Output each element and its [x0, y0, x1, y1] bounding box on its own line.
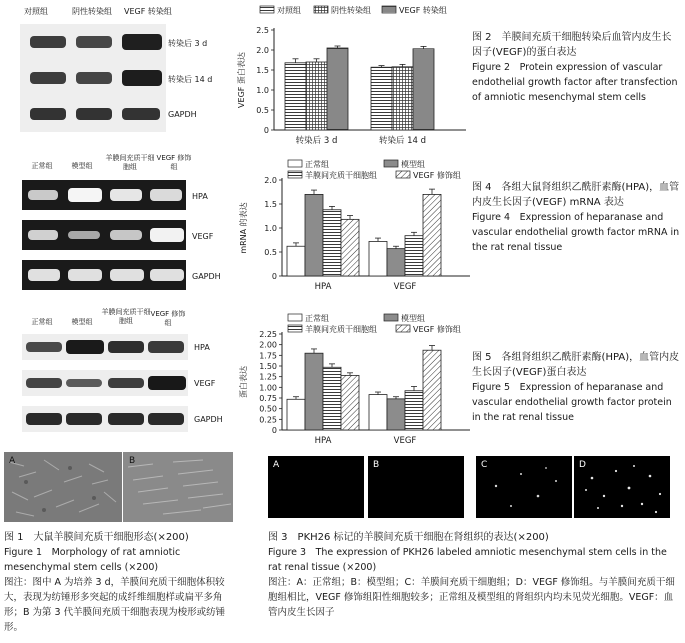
gel-band: [28, 230, 58, 240]
legend-swatch: [396, 325, 410, 332]
fluorescence-dots: [476, 456, 572, 518]
y-tick-label: 0: [271, 426, 277, 435]
x-tick-label: 转染后 14 d: [378, 136, 427, 146]
x-tick-label: 转染后 3 d: [295, 136, 338, 146]
fig1-note: 图注：图中 A 为培养 3 d，羊膜间充质干细胞体积较大，表现为纺锤形多突起的成纤维细胞样或扁平多角形；B 为第 3 代羊膜间充质干细胞表现为梭形或纺锤形。: [4, 577, 226, 633]
blot-strip-3d: [20, 24, 166, 60]
y-tick-label: 0.5: [256, 106, 269, 115]
bar: [323, 210, 341, 276]
x-tick-label: VEGF: [393, 282, 417, 292]
wb-strip-vegf: [22, 370, 188, 396]
y-axis-label: VEGF 蛋白表达: [237, 52, 246, 108]
bar: [305, 353, 323, 430]
y-axis-label: 蛋白表达: [239, 366, 248, 398]
y-tick-label: 0.50: [259, 404, 277, 414]
fig3-note: 图注：A：正常组；B：模型组；C：羊膜间充质干细胞组；D：VEGF 修饰组。与羊膜间充质干细胞组相比，VEGF 修饰组阳性细胞较多；正常组及模型组的肾组织内均未见荧光细胞。VEGF：血管内皮生长因子: [268, 577, 675, 618]
top-blot-row-3d: 转染后 3 d: [168, 39, 208, 48]
bar: [285, 63, 306, 130]
gel-strip-vegf: [22, 220, 186, 250]
fig5-row-gapdh: GAPDH: [194, 415, 223, 424]
gel-strip-hpa: [22, 180, 186, 210]
gel-band: [68, 188, 102, 202]
wb-band: [26, 413, 62, 425]
blot-band: [122, 34, 162, 50]
wb-band: [108, 413, 144, 425]
fig1-panel-b: [123, 452, 233, 522]
x-tick-label: HPA: [314, 282, 332, 292]
legend-label: 羊膜间充质干细胞组: [305, 171, 377, 180]
wb-band: [148, 376, 186, 390]
blot-band: [122, 70, 162, 86]
wb-band: [26, 342, 62, 352]
y-tick-label: 0.75: [259, 394, 277, 403]
fig4-header-normal: 正常组: [31, 162, 53, 170]
y-axis-label: mRNA 的表达: [239, 202, 248, 254]
gel-band: [68, 269, 102, 281]
y-tick-label: 1.0: [256, 86, 269, 95]
fluorescence-dots: [574, 456, 670, 518]
fig4-caption-cn: 图 4 各组大鼠肾组织乙酰肝素酶(HPA)，血管内皮生长因子(VEGF) mRNA 表达: [472, 182, 680, 208]
wb-band: [66, 379, 102, 387]
bar: [392, 67, 413, 130]
wb-band: [66, 340, 104, 354]
fig1-panel-a-label: A: [9, 456, 16, 466]
gel-band: [110, 269, 144, 281]
blot-band: [30, 108, 66, 120]
blot-strip-14d: [20, 60, 166, 96]
bar: [423, 194, 441, 276]
y-tick-label: 2.00: [259, 340, 277, 350]
y-tick-label: 2.0: [256, 46, 269, 55]
fig5-caption-cn: 图 5 各组肾组织乙酰肝素酶(HPA)，血管内皮生长因子(VEGF)蛋白表达: [472, 352, 680, 378]
chart-fig2: [230, 0, 470, 152]
gel-band: [68, 231, 100, 239]
fig3-caption: [268, 530, 678, 620]
legend-swatch: [314, 6, 328, 13]
bar: [327, 48, 348, 130]
fig3-caption-cn: 图 3 PKH26 标记的羊膜间充质干细胞在肾组织的表达(×200): [268, 532, 549, 543]
fig5-header-normal: 正常组: [31, 318, 53, 326]
y-tick-label: 0.25: [259, 415, 277, 425]
fig2-caption-en: Figure 2 Protein expression of vascular endothelial growth factor after transfection of amniotic mesenchymal stem cells: [472, 62, 678, 103]
gel-band: [110, 230, 142, 240]
bar: [413, 49, 434, 130]
blot-band: [76, 72, 112, 84]
bar: [341, 375, 359, 430]
y-tick-label: 2.25: [259, 330, 277, 339]
fig2-caption-cn: 图 2 羊膜间充质干细胞转染后血管内皮生长因子(VEGF)的蛋白表达: [472, 32, 672, 58]
bar: [387, 249, 405, 276]
wb-band: [108, 378, 144, 388]
legend-swatch: [384, 160, 398, 167]
y-tick-label: 1.75: [259, 351, 277, 361]
fig4-row-gapdh: GAPDH: [192, 272, 221, 281]
legend-swatch: [288, 171, 302, 178]
legend-swatch: [382, 6, 396, 13]
bar: [371, 67, 392, 130]
cell-texture: [123, 452, 233, 522]
legend-label: 羊膜间充质干细胞组: [305, 325, 377, 334]
legend-label: 模型组: [401, 160, 425, 169]
y-tick-label: 0: [271, 272, 277, 281]
wb-strip-hpa: [22, 334, 188, 360]
bar: [405, 391, 423, 430]
cell-texture: [4, 452, 122, 522]
blot-band: [30, 72, 66, 84]
fig3-panel-c: [476, 456, 572, 518]
y-tick-label: 2.5: [256, 26, 269, 35]
blot-band: [30, 36, 66, 48]
wb-band: [66, 413, 102, 425]
bar: [323, 367, 341, 430]
chart-fig4: [230, 156, 475, 304]
y-tick-label: 1.25: [259, 372, 277, 382]
fig5-header-amsc: 羊膜间充质干细胞组: [101, 308, 151, 325]
legend-label: 对照组: [277, 6, 301, 15]
chart-fig5: [230, 310, 475, 458]
bar: [287, 246, 305, 276]
fig3-panel-d-label: D: [579, 460, 586, 470]
fig4-row-hpa: HPA: [192, 192, 208, 201]
bar: [287, 399, 305, 430]
wb-band: [148, 413, 184, 425]
bar: [405, 236, 423, 276]
top-blot-header-control: 对照组: [24, 7, 48, 16]
fig5-row-vegf: VEGF: [194, 379, 216, 388]
fig1-caption: [4, 530, 240, 635]
bar: [423, 350, 441, 430]
y-tick-label: 1.5: [256, 66, 269, 75]
fig5-caption: [472, 350, 680, 425]
blot-band: [76, 36, 112, 48]
wb-strip-gapdh: [22, 406, 188, 432]
blot-band: [76, 108, 112, 120]
legend-swatch: [288, 160, 302, 167]
wb-band: [148, 341, 184, 353]
legend-label: 模型组: [401, 314, 425, 323]
fig5-header-model: 模型组: [71, 318, 93, 326]
legend-swatch: [396, 171, 410, 178]
bar: [341, 219, 359, 276]
fig4-header-amsc: 羊膜间充质干细胞组: [105, 154, 155, 171]
legend-label: 正常组: [305, 160, 329, 169]
fig3-panel-a-label: A: [273, 460, 280, 470]
fig3-panel-b: [368, 456, 464, 518]
top-blot-header-negative: 阴性转染组: [72, 7, 112, 16]
fig1-panel-b-label: B: [129, 456, 136, 466]
y-tick-label: 1.00: [259, 383, 277, 393]
fig3-panel-d: [574, 456, 670, 518]
gel-band: [150, 269, 184, 281]
wb-band: [26, 378, 62, 388]
fig1-panel-a: [4, 452, 122, 522]
legend-label: 阴性转染组: [331, 6, 371, 15]
y-tick-label: 0.5: [264, 248, 277, 257]
fig3-panel-b-label: B: [373, 460, 380, 470]
fig5-caption-en: Figure 5 Expression of heparanase and vascular endothelial growth factor protein in the rat renal tissue: [472, 382, 672, 423]
fig5-header-vegf: VEGF 修饰组: [150, 310, 186, 327]
top-blot-row-14d: 转染后 14 d: [168, 75, 213, 84]
y-tick-label: 1.5: [264, 200, 277, 209]
gel-band: [28, 269, 60, 281]
legend-swatch: [288, 325, 302, 332]
bar: [387, 399, 405, 430]
legend-swatch: [260, 6, 274, 13]
y-tick-label: 2.0: [264, 176, 277, 185]
legend-label: VEGF 转染组: [399, 6, 447, 15]
legend-label: VEGF 修饰组: [413, 171, 461, 180]
fig3-panel-a: [268, 456, 364, 518]
blot-strip-gapdh: [20, 96, 166, 132]
fig4-header-vegf: VEGF 修饰组: [156, 154, 192, 171]
fig5-row-hpa: HPA: [194, 343, 210, 352]
bar: [369, 395, 387, 430]
fig2-caption: [472, 30, 680, 105]
legend-swatch: [384, 314, 398, 321]
y-tick-label: 1.0: [264, 224, 277, 233]
wb-band: [108, 341, 144, 353]
bar: [305, 194, 323, 276]
fig3-caption-en: Figure 3 The expression of PKH26 labeled amniotic mesenchymal stem cells in the rat renal tissue (×200): [268, 547, 667, 573]
fig1-caption-en: Figure 1 Morphology of rat amniotic mesenchymal stem cells (×200): [4, 547, 181, 573]
legend-label: VEGF 修饰组: [413, 325, 461, 334]
y-tick-label: 1.50: [259, 362, 277, 371]
legend-label: 正常组: [305, 314, 329, 323]
fig4-row-vegf: VEGF: [192, 232, 214, 241]
bar: [306, 62, 327, 130]
legend-swatch: [288, 314, 302, 321]
fig4-caption: [472, 180, 680, 255]
gel-strip-gapdh: [22, 260, 186, 290]
top-blot-header-vegf: VEGF 转染组: [124, 7, 172, 16]
fig4-caption-en: Figure 4 Expression of heparanase and vascular endothelial growth factor mRNA in the rat renal tissue: [472, 212, 680, 253]
gel-band: [150, 228, 184, 242]
y-tick-label: 0: [263, 126, 269, 135]
bar: [369, 241, 387, 276]
x-tick-label: VEGF: [393, 436, 417, 446]
fig4-header-model: 模型组: [71, 162, 93, 170]
fig1-caption-cn: 图 1 大鼠羊膜间充质干细胞形态(×200): [4, 532, 189, 543]
gel-band: [110, 189, 142, 201]
gel-band: [28, 190, 58, 200]
x-tick-label: HPA: [314, 436, 332, 446]
fig3-panel-c-label: C: [481, 460, 488, 470]
gel-band: [150, 189, 182, 201]
top-blot-row-gapdh: GAPDH: [168, 110, 197, 119]
blot-band: [122, 108, 160, 120]
